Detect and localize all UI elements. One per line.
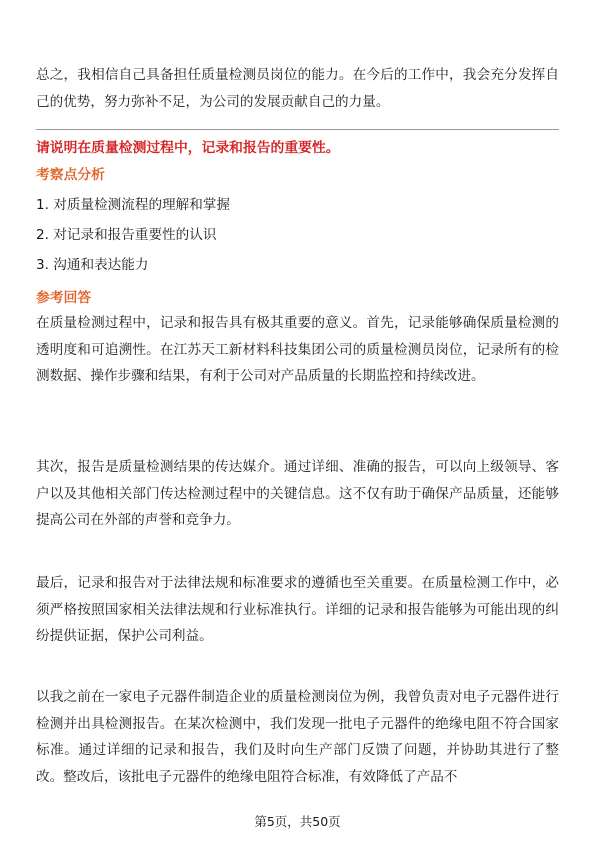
answer-title: 参考回答: [36, 290, 92, 306]
analysis-point: 1. 对质量检测流程的理解和掌握: [36, 197, 231, 213]
answer-paragraph: 最后，记录和报告对于法律法规和标准要求的遵循也至关重要。在质量检测工作中，必须严格按照国家相关法律法规和行业标准执行。详细的记录和报告能够为可能出现的纠纷提供证据，保护公司利益。: [36, 575, 559, 644]
analysis-point: 3. 沟通和表达能力: [36, 257, 149, 273]
answer-paragraph: 其次，报告是质量检测结果的传达媒介。通过详细、准确的报告，可以向上级领导、客户以及其他相关部门传达检测过程中的关键信息。这不仅有助于确保产品质量，还能够提高公司在外部的声誉和竞争力。: [36, 459, 559, 528]
answer-paragraph: 以我之前在一家电子元器件制造企业的质量检测岗位为例，我曾负责对电子元器件进行检测并出具检测报告。在某次检测中，我们发现一批电子元器件的绝缘电阻不符合国家标准。通过详细的记录和报告，我们及时向生产部门反馈了问题，并协助其进行了整改。整改后，该批电子元器件的绝缘电阻符合标准，有效降低了产品不: [36, 689, 559, 785]
question-heading: 请说明在质量检测过程中，记录和报告的重要性。: [36, 140, 340, 156]
answer-paragraph: 在质量检测过程中，记录和报告具有极其重要的意义。首先，记录能够确保质量检测的透明度和可追溯性。在江苏天工新材料科技集团公司的质量检测员岗位，记录所有的检测数据、操作步骤和结果，有利于公司对产品质量的长期监控和持续改进。: [36, 315, 559, 384]
analysis-title: 考察点分析: [36, 167, 105, 183]
intro-paragraph: 总之，我相信自己具备担任质量检测员岗位的能力。在今后的工作中，我会充分发挥自己的优势，努力弥补不足，为公司的发展贡献自己的力量。: [36, 67, 559, 110]
analysis-point: 2. 对记录和报告重要性的认识: [36, 227, 217, 243]
section-divider: [36, 129, 559, 130]
analysis-points-list: [36, 190, 559, 280]
page-number-footer: 第5页，共50页: [254, 814, 341, 829]
